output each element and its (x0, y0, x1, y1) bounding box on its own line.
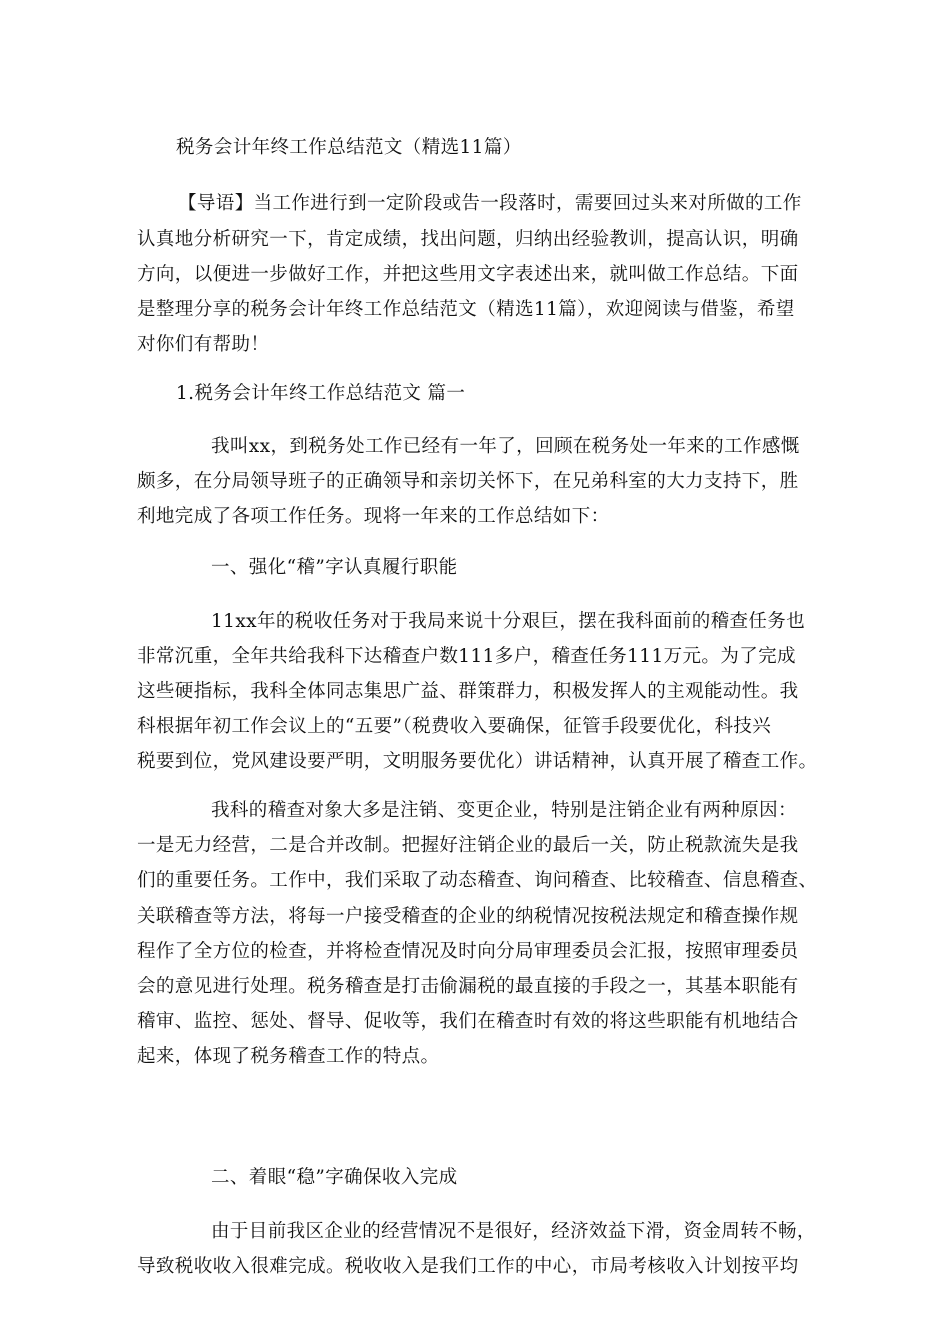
paragraph-line: 由于目前我区企业的经营情况不是很好，经济效益下滑，资金周转不畅， (211, 1221, 816, 1242)
paragraph-line: 利地完成了各项工作任务。现将一年来的工作总结如下： (137, 506, 610, 527)
paragraph-line: 起来，体现了税务稽查工作的特点。 (137, 1046, 440, 1067)
paragraph-line: 一是无力经营，二是合并改制。把握好注销企业的最后一关，防止税款流失是我 (137, 835, 799, 856)
subheading: 一、强化“稽”字认真履行职能 (211, 557, 458, 578)
paragraph-line: 导致税收收入很难完成。税收收入是我们工作的中心，市局考核收入计划按平均 (137, 1256, 799, 1277)
paragraph-line: 我叫xx，到税务处工作已经有一年了，回顾在税务处一年来的工作感慨 (211, 436, 800, 457)
intro-line: 方向，以便进一步做好工作，并把这些用文字表述出来，就叫做工作总结。下面 (137, 264, 799, 285)
intro-line: 是整理分享的税务会计年终工作总结范文（精选11篇），欢迎阅读与借鉴，希望 (137, 299, 795, 320)
paragraph-line: 这些硬指标，我科全体同志集思广益、群策群力，积极发挥人的主观能动性。我 (137, 681, 799, 702)
paragraph-line: 稽审、监控、惩处、督导、促收等，我们在稽查时有效的将这些职能有机地结合 (137, 1011, 799, 1032)
paragraph-line: 科根据年初工作会议上的“五要”（税费收入要确保，征管手段要优化，科技兴 (137, 716, 772, 737)
intro-line: 认真地分析研究一下，肯定成绩，找出问题，归纳出经验教训，提高认识，明确 (137, 229, 799, 250)
section-title: 1.税务会计年终工作总结范文 篇一 (176, 383, 466, 404)
document-title: 税务会计年终工作总结范文（精选11篇） (176, 137, 522, 158)
paragraph-line: 税要到位，党风建设要严明，文明服务要优化）讲话精神，认真开展了稽查工作。 (137, 751, 818, 772)
subheading: 二、着眼“稳”字确保收入完成 (211, 1167, 458, 1188)
paragraph-line: 们的重要任务。工作中，我们采取了动态稽查、询问稽查、比较稽查、信息稽查、 (137, 870, 818, 891)
paragraph-line: 11xx年的税收任务对于我局来说十分艰巨，摆在我科面前的稽查任务也 (211, 611, 806, 632)
intro-line: 对你们有帮助！ (137, 334, 270, 355)
paragraph-line: 程作了全方位的检查，并将检查情况及时向分局审理委员会汇报，按照审理委员 (137, 941, 799, 962)
paragraph-line: 会的意见进行处理。税务稽查是打击偷漏税的最直接的手段之一，其基本职能有 (137, 976, 799, 997)
paragraph-line: 颇多，在分局领导班子的正确领导和亲切关怀下，在兄弟科室的大力支持下，胜 (137, 471, 799, 492)
paragraph-line: 非常沉重，全年共给我科下达稽查户数111多户，稽查任务111万元。为了完成 (137, 646, 796, 667)
paragraph-line: 我科的稽查对象大多是注销、变更企业，特别是注销企业有两种原因： (211, 800, 797, 821)
intro-line: 【导语】当工作进行到一定阶段或告一段落时，需要回过头来对所做的工作 (178, 193, 802, 214)
paragraph-line: 关联稽查等方法，将每一户接受稽查的企业的纳税情况按税法规定和稽查操作规 (137, 906, 799, 927)
